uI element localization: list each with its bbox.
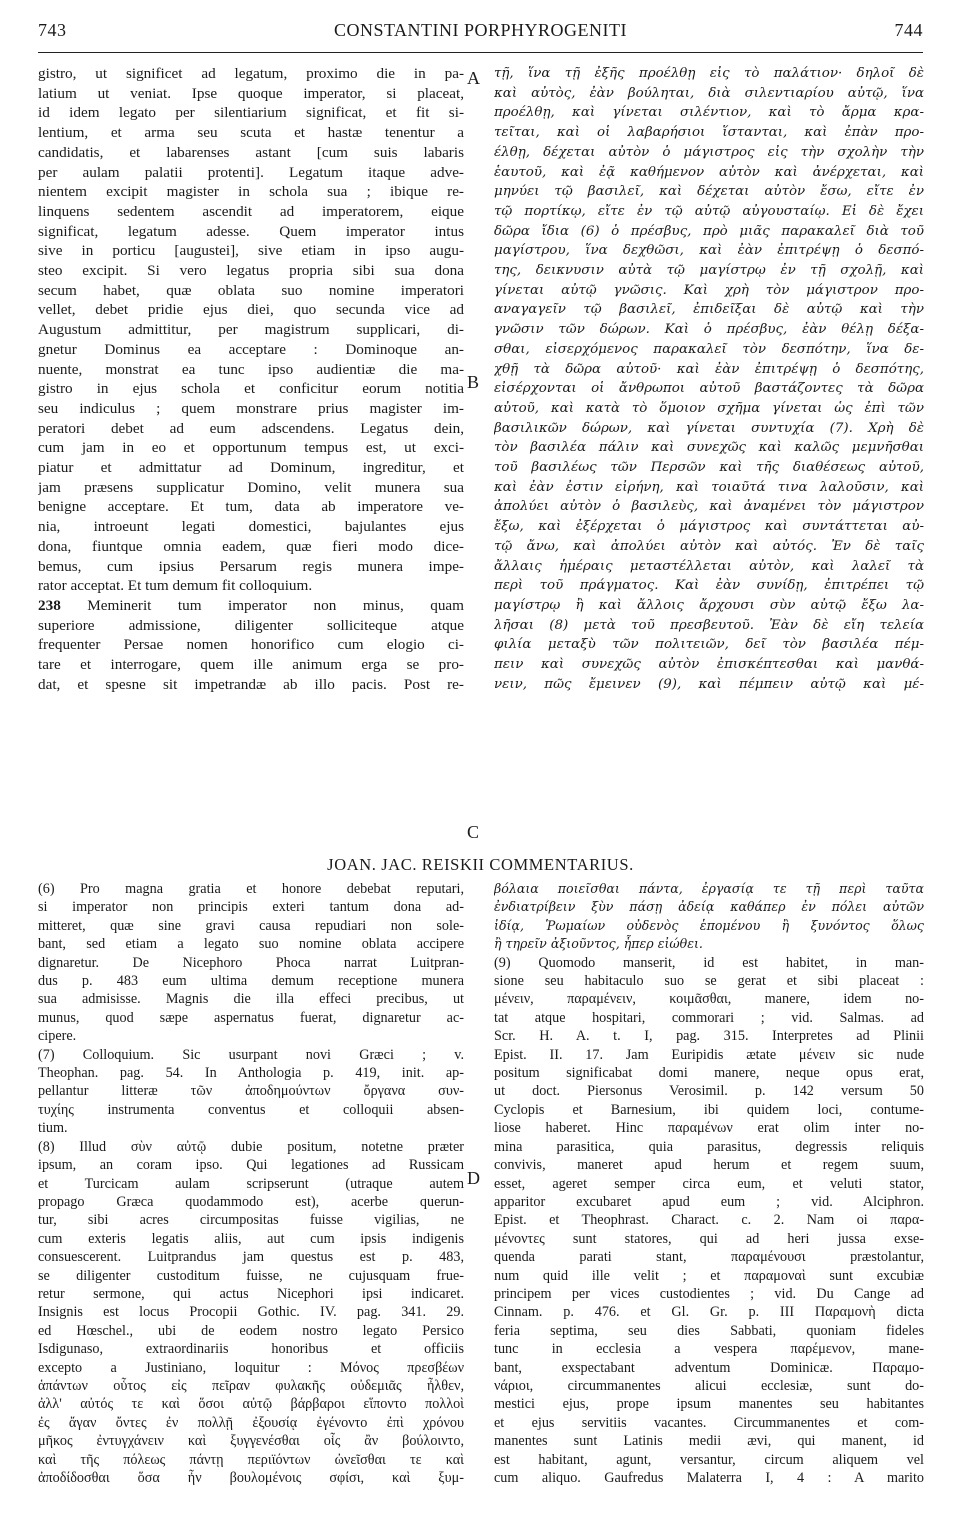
page-number-right: 744 — [894, 20, 923, 40]
greek-line: τῇ, ἵνα τῇ ἐξῆς προέλθῃ εἰς τὸ παλάτιον· δηλοῖ δὲ — [494, 66, 924, 81]
note-line: positum significabat domi manere, neque opus erat, — [494, 1065, 924, 1082]
note-line: ἢ τηρεῖν ἀξιοῦντος, ἧπερ εἰώθει. — [494, 936, 703, 952]
note-line: cipere. — [38, 1028, 77, 1045]
latin-line: id idem legato per silentiarium significat, et fit si- — [38, 104, 464, 122]
note-line: Epist. et Theophrast. Charact. c. 2. Nam oi παρα- — [494, 1212, 924, 1229]
latin-line: nia, introeunt legati domestici, bajulantes ejus — [38, 518, 464, 536]
section-line: frequenter Persae nomen honorifico cum elogio ci- — [38, 636, 464, 654]
note-line: tat atque hospitari, commorari ; vid. Salmas. ad — [494, 1009, 924, 1026]
note-line: quenda parati stant, παραμένουσι præstolantur, — [494, 1249, 924, 1266]
note-line: bant, sed etiam a legato suo nomine oblata accipere — [38, 936, 464, 953]
note-line: (7) Colloquium. Sic usurpant novi Græci ; v. — [38, 1046, 464, 1063]
greek-line: βασιλικῶν δώρων, καὶ γίνεται συντυχία (7). Χρὴ δὲ — [494, 420, 924, 436]
greek-line: γνῶσιν τῶν δώρων. Καὶ ὁ πρέσβυς, ἐὰν θέλῃ δέξα- — [494, 322, 924, 338]
note-line: esset, ageret semper circa eum, et veluti stator, — [494, 1175, 924, 1192]
note-line: ut doct. Piersonus Verosimil. p. 142 versum 50 — [494, 1083, 924, 1100]
greek-line: ἀπολύει αὐτὸν ὁ βασιλεὺς, καὶ ἀναμένει τὸν μάγιστρον — [494, 499, 924, 515]
note-line: ed Hœschel., ubi de eodem nostro legato Persico — [38, 1322, 464, 1339]
greek-line: λῆσαι (8) μετὰ τοῦ πρεσβευτοῦ. Ἐὰν δὲ εἴη τελεία — [494, 617, 924, 633]
latin-line: Augustum admittitur, per magistrum supplicari, di- — [38, 321, 464, 339]
latin-line: steo excipit. Si vero legatus propria sibi sua dona — [38, 262, 464, 280]
note-line: dus p. 483 eum ultima demum receptione munera — [38, 973, 464, 990]
note-line: τυχίης instrumenta conventus et colloquii absen- — [38, 1101, 464, 1118]
greek-lines — [494, 64, 924, 695]
note-line: ἐς ἄγαν ὄντες ἐν πολλῇ ἐξουσίᾳ ἐγένοντο ἐπὶ χρόνου — [38, 1414, 464, 1431]
latin-line: secum habet, quæ oblata suo nomine imperatori — [38, 281, 464, 299]
greek-line: τοῦ βασιλέως τῶν Περσῶν καὶ τῆς διαθέσεως αὐτοῦ, — [494, 460, 924, 476]
note-line: tium. — [38, 1120, 68, 1137]
greek-line: προέλθῃ, καὶ γίνεται σιλέντιον, καὶ τὸ ἄρμα κρα- — [494, 105, 924, 121]
note-line: est habitant, agunt, versantur, circum aliquem vel — [494, 1451, 924, 1468]
section-line: dat, et spesne sit impetrandæ ab illo pacis. Post re- — [38, 675, 464, 693]
latin-line: nuente, monstrat ea tunc ipso audientiæ die ma- — [38, 360, 464, 378]
greek-line: καὶ αὐτὸς, ἐὰν βούληται, διὰ σιλεντιαρίου αὐτῷ, ἵνα — [494, 85, 924, 101]
note-line: (8) Illud σὺν αὐτῷ dubie positum, notetne præter — [38, 1138, 464, 1155]
note-line: tunc in ecclesia a vespera παρέμενον, mane- — [494, 1341, 924, 1358]
note-line: cum aliquo. Gaufredus Malaterra I, 4 : A marito — [494, 1470, 924, 1486]
latin-line: piatur et admittatur ad Dominum, ingreditur, et — [38, 459, 464, 477]
note-line: ἐνδιατρίβειν ξὺν πάσῃ ἀδείᾳ καθάπερ ἐν πόλει αὐτῶν — [494, 899, 924, 915]
note-line: excepto a Justiniano, loquitur : Μόνος πρεσβέων — [38, 1359, 464, 1376]
latin-line: gistro, ut significet ad legatum, proximo die in pa- — [38, 65, 464, 82]
note-line: se diligenter custoditum fuisse, ne cujusquam frue- — [38, 1267, 464, 1284]
note-line: ἰδίᾳ, Ῥωμαίων οὐδενὸς ἑπομένου ἢ ξυνόντος ὅλως — [494, 917, 924, 933]
greek-line: τῷ ἄνω, καὶ ἀπολύει αὐτὸν καὶ αὐτός. Ἐν δὲ ταῖς — [494, 538, 924, 554]
section-line: superiore admissione, diligenter solliciteque atque — [38, 616, 464, 634]
note-line: et ejus servitiis vacantes. Circummanentes et com- — [494, 1414, 924, 1431]
note-line: καὶ τῆς πόλεως πάντῃ περιϊόντων ὠνεῖσθαι τε καὶ — [38, 1451, 464, 1468]
note-line: mestici ejus, prope ipsum manentes seu habitantes — [494, 1396, 924, 1413]
section-first-line — [38, 596, 464, 616]
note-line: num quid ille velit ; et παραμοναὶ sunt excubiæ — [494, 1267, 924, 1284]
greek-line: μαγίστρου, ἵνα δεχθῶσι, καὶ ἐὰν ἐπιτρέψῃ ὁ δεσπό- — [494, 243, 924, 259]
note-line: convivis, maneret apud herum et regem suum, — [494, 1157, 924, 1174]
latin-line: rator acceptat. Et tum demum fit colloquium. — [38, 577, 313, 595]
note-line: apparitor excubaret apud eum ; vid. Alciphron. — [494, 1193, 924, 1210]
commentary-title: JOAN. JAC. REISKII COMMENTARIUS. — [327, 855, 634, 874]
greek-line: μαγίστρῳ ἢ καὶ ἄλλοις ἄρχουσι σὺν αὐτῷ ἔξω λα- — [494, 597, 924, 613]
page-header — [38, 20, 923, 50]
note-line: ipsum, an coram ipso. Qui legationes ad Russicam — [38, 1157, 464, 1174]
greek-line: δῶρα ἴδια (6) ὁ πρέσβυς, πρὸ μιᾶς παρακαλεῖ διὰ τοῦ — [494, 223, 924, 239]
margin-marker-d: D — [467, 1168, 480, 1188]
greek-line: αὐτοῦ, καὶ κατὰ τὸ ὅμοιον σχῆμα γίνεται ὡς ἐπὶ τῶν — [494, 400, 924, 416]
margin-marker-b: B — [467, 372, 480, 392]
note-line: Scr. H. A. t. I, pag. 315. Interpretes ad Plinii — [494, 1028, 924, 1045]
note-line: μένοντες sunt statores, qui ad heri jussa exse- — [494, 1230, 924, 1247]
greek-line: έλθῃ, δέχεται αὐτὸν ὁ μάγιστρος εἰς τὴν σχολὴν τὴν — [494, 144, 924, 160]
latin-line: peratori debet ad eum adscendens. Legatus dein, — [38, 419, 464, 437]
header-rule — [38, 52, 923, 53]
note-line: sione seu habitaculo suo se gerat et sibi placeat : — [494, 973, 924, 990]
latin-line: vellet, debet pridie ejus diei, quo secunda vice ad — [38, 301, 464, 319]
latin-line: candidatis, et labarenses astant [cum suis labaris — [38, 143, 464, 161]
greek-line: αναγαγεῖν τῷ βασιλεῖ, ἐπιδεῖξαι δὲ αὐτῷ καὶ τὴν — [494, 302, 924, 318]
greek-line: ἑαυτοῦ, καὶ ἐᾷ καθήμενον αὐτὸν καὶ ἀνέρχεται, καὶ — [494, 164, 924, 180]
note-line: et Turcicam aulam scripserunt (utraque autem — [38, 1175, 464, 1192]
note-line: pellantur litteræ τῶν ἀποδημούντων ὄργανα συν- — [38, 1083, 464, 1100]
latin-line: linquens sedentem ascendit ad imperatorem, eique — [38, 202, 464, 220]
greek-line: της, δεικνυσιν αὐτὰ τῷ μαγίστρῳ ἐν τῇ σχολῇ, καὶ — [494, 263, 924, 279]
note-line: Theophan. pag. 54. In Anthologia p. 419, init. ap- — [38, 1065, 464, 1082]
commentary-right-column — [494, 880, 924, 1487]
page-number-left: 743 — [38, 20, 67, 40]
notes-right — [494, 880, 924, 1487]
section-238 — [38, 596, 464, 695]
note-line: Insignis est locus Procopii Gothic. IV. pag. 341. 29. — [38, 1304, 464, 1321]
greek-line: πειν καὶ συνεχῶς αὐτὸν ἐπισκέπτεσθαι καὶ μανθά- — [494, 657, 924, 673]
note-line: si imperator non principis exteri tantum dona ad- — [38, 899, 464, 916]
greek-line: γίνεται αὐτῷ γνῶσις. Καὶ χρὴ τὸν μάγιστρον προ- — [494, 282, 924, 298]
greek-line: νειν, πῶς ἔμεινεν (9), καὶ πέμπειν αὐτῷ καὶ μέ- — [494, 676, 924, 692]
greek-line: χθῇ τὰ δῶρα αὐτοῦ· καὶ ἐὰν ἐπιτρέψῃ ὁ δεσπότης, — [494, 361, 924, 377]
greek-line: τὸν βασιλέα πάλιν καὶ συνεχῶς καὶ καλῶς μεμνῆσθαι — [494, 440, 924, 456]
note-line: bant, exspectabant adventum Dominicæ. Παραμο- — [494, 1359, 924, 1376]
latin-line: sive in porticu [augustei], sive etiam in ipso augu- — [38, 242, 464, 260]
latin-line: significat, legatum adesse. Quem imperator intus — [38, 222, 464, 240]
note-line: Cyclopis et Barnesium, ibi quidem loci, contume- — [494, 1101, 924, 1118]
note-line: manentes sunt Latinis medii ævi, qui manent, id — [494, 1433, 924, 1450]
latin-line: gistro in ejus schola et conficitur eorum notitia — [38, 380, 464, 398]
greek-text-column — [494, 64, 924, 695]
greek-line: σθαι, εἰσερχόμενος παρακαλεῖ τὸν δεσπότην, ἵνα δε- — [494, 341, 924, 357]
note-line: propago Græca quodammodo est), acerbe querun- — [38, 1193, 464, 1210]
note-line: mina parasitica, quia parasitus, degressis reliquis — [494, 1138, 924, 1155]
section-first-line-text: Meminerit tum imperator non minus, quam — [60, 596, 464, 614]
greek-line: περὶ τοῦ πράγματος. Καὶ ἐὰν συνίδῃ, ἐπιτρέπει τῷ — [494, 578, 924, 594]
section-line: tare et interrogare, quem ille animum erga se pro- — [38, 656, 464, 674]
greek-line: τεῖται, καὶ οἱ λαβαρήσιοι ἵστανται, καὶ ἐπὰν προ- — [494, 125, 924, 141]
note-line: ἀλλ' αὐτός τε καὶ ὅσοι αὐτῷ βάρβαροι εἵποντο πολλοὶ — [38, 1396, 464, 1413]
note-line: ἀποδίδοσθαι ὅσα ἦν βουλομένοις σφίσι, καὶ ξυμ- — [38, 1470, 464, 1486]
commentary-left-column — [38, 880, 464, 1487]
greek-line: μηνύει τῷ βασιλεῖ, καὶ δέχεται αὐτὸν ἔσω, εἴτε ἐν — [494, 184, 924, 200]
latin-line: jam præsens supplicatur Domino, velit munera sua — [38, 478, 464, 496]
note-line: mitteret, quæ sine gravi causa repudiari non sole- — [38, 917, 464, 934]
note-line: Cinnam. p. 476. et Gl. Gr. p. III Παραμονὴ dicta — [494, 1304, 924, 1321]
latin-line: cum jam in eo et opportunum tempus est, ut exci- — [38, 439, 464, 457]
greek-line: εἰσέρχονται οἱ ἄνθρωποι αὐτοῦ βαστάζοντες τὰ δῶρα — [494, 381, 924, 397]
latin-line: dona, fiuntque omnia eadem, quæ fieri modo dice- — [38, 537, 464, 555]
greek-line: καὶ ἐὰν ἐστιν εἰρήνη, καὶ τοιαῦτά τινα λαλοῦσιν, καὶ — [494, 479, 924, 495]
note-line: dignaretur. De Nicephoro Phoca narrat Luitpran- — [38, 954, 464, 971]
note-line: tur, sibi acres circumpositas fuisse vigilias, ne — [38, 1212, 464, 1229]
latin-line: benigne acceptare. Et tum, data ab imperatore ve- — [38, 498, 464, 516]
latin-lines — [38, 64, 464, 596]
section-number: 238 — [38, 596, 61, 614]
latin-line: bemus, cum ipsius Persarum regis munera impe- — [38, 557, 464, 575]
note-line: βόλαια ποιεῖσθαι πάντα, ἐργασίᾳ τε τῇ περὶ ταῦτα — [494, 881, 924, 896]
note-line: νάριοι, circummanentes alicui ecclesiæ, sunt do- — [494, 1377, 924, 1394]
greek-line: τῷ πορτίκῳ, εἴτε ἐν τῷ αὐτῷ αὐγουσταίῳ. Εἰ δὲ ἔχει — [494, 203, 924, 219]
notes-left — [38, 880, 464, 1487]
note-line: munus, quod sæpe aspernatus fuerat, dignaretur ac- — [38, 1009, 464, 1026]
latin-line: gnetur Dominus ea acceptare : Dominoque an- — [38, 340, 464, 358]
latin-line: seu indiculus ; quem monstrare prius magister im- — [38, 399, 464, 417]
note-line: principem per vices custodientes ; vid. Du Cange ad — [494, 1285, 924, 1302]
latin-line: nientem excipit magister in schola sua ; ibique re- — [38, 183, 464, 201]
note-line: Isdigunaso, extraordinariis honoribus et officiis — [38, 1341, 464, 1358]
note-line: (6) Pro magna gratia et honore debebat reputari, — [38, 881, 464, 897]
note-line: μῆκος ἐντυγχάνειν καὶ ξυγγενέσθαι οἷς ἂν βούλοιντο, — [38, 1433, 464, 1450]
note-line: μένειν, παραμένειν, κοιμᾶσθαι, manere, idem no- — [494, 991, 924, 1008]
note-line: liose haberet. Hinc παραμένων erat olim inter no- — [494, 1120, 924, 1137]
margin-marker-a: A — [467, 68, 480, 88]
note-line: consuescerent. Luitprandus jam questus est p. 483, — [38, 1249, 464, 1266]
latin-line: lentium, et arma seu scuta et hastæ tenentur a — [38, 124, 464, 142]
greek-line: ἔξω, καὶ ἐξέρχεται ὁ μάγιστρος καὶ συντάττεται αὐ- — [494, 519, 924, 535]
note-line: feria septima, seu dies Sabbati, quoniam fideles — [494, 1322, 924, 1339]
note-line: retur sermone, qui actus Nicephori ipsi indicaret. — [38, 1285, 464, 1302]
running-title: CONSTANTINI PORPHYROGENITI — [333, 20, 628, 40]
note-line: (9) Quomodo manserit, id est habitet, in man- — [494, 954, 924, 971]
note-line: Epist. II. 17. Jam Euripidis ætate μένειν sic nude — [494, 1046, 924, 1063]
greek-line: ἄλλαις ἡμέραις μεταστέλλεται αὐτὸν, καὶ λαλεῖ τὰ — [494, 558, 924, 574]
latin-text-column — [38, 64, 464, 695]
margin-marker-c: C — [467, 822, 480, 842]
section-lines — [38, 616, 464, 695]
note-line: sua admisisse. Magnis die illa effeci precibus, ut — [38, 991, 464, 1008]
note-line: cum exteris legatis aliis, aut cum ipsis indigenis — [38, 1230, 464, 1247]
latin-line: per aulam palatii protenti]. Legatum itaque adve- — [38, 163, 464, 181]
greek-line: φιλία μεταξὺ τῶν πολιτειῶν, δεῖ τὸν βασιλέα πέμ- — [494, 637, 924, 653]
latin-line: latium ut veniat. Ipse quoque imperator, si placeat, — [38, 84, 464, 102]
note-line: ἁπάντων οὗτος εἰς πεῖραν φυλακῆς οὐδεμιᾶς ἦλθεν, — [38, 1377, 464, 1394]
